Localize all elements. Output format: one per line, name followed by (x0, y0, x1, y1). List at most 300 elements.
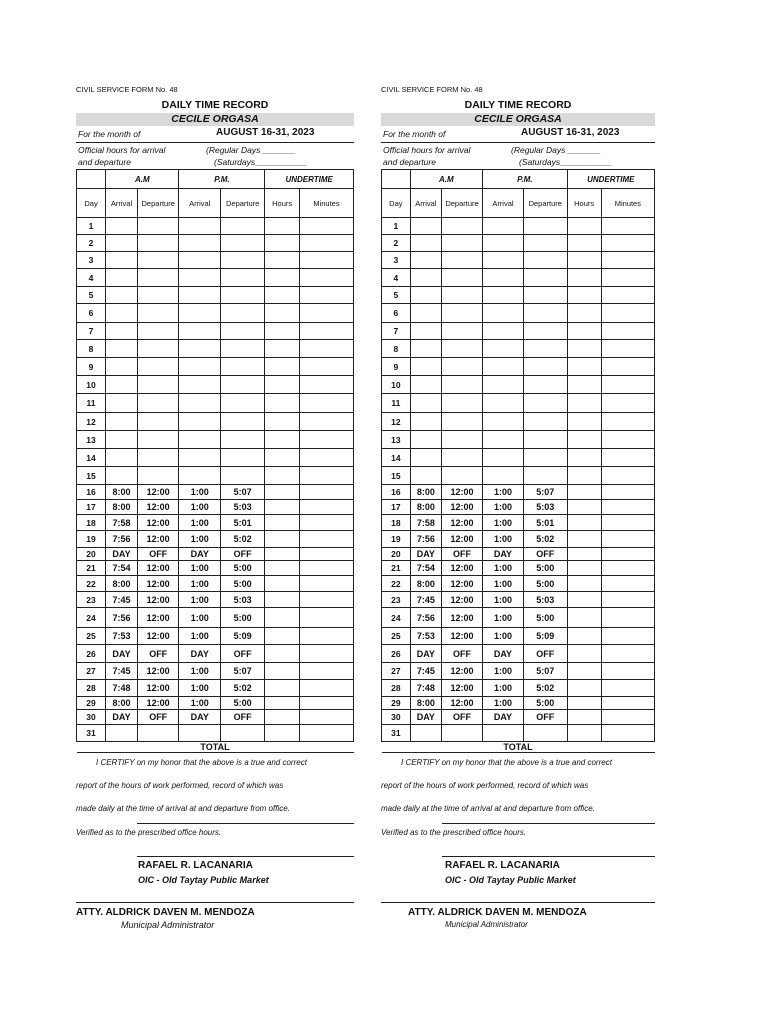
undertime-hours-cell (567, 252, 601, 269)
am-arrival-cell: 7:56 (106, 531, 138, 548)
undertime-hours-cell (265, 608, 300, 628)
am-arrival-cell (410, 235, 441, 252)
table-row (77, 576, 354, 592)
certification-text (76, 751, 354, 820)
pm-arrival-cell: 1:00 (482, 608, 523, 628)
table-row (382, 663, 655, 680)
am-departure-cell: 12:00 (137, 485, 179, 500)
table-row (382, 645, 655, 663)
am-arrival-cell: 7:56 (106, 608, 138, 628)
day-cell: 28 (77, 680, 106, 697)
day-cell: 9 (77, 358, 106, 376)
am-departure-cell (442, 413, 483, 431)
am-arrival-cell: 7:53 (106, 628, 138, 645)
am-arrival-cell (410, 340, 441, 358)
table-row (382, 431, 655, 449)
am-arrival-cell: 7:48 (106, 680, 138, 697)
undertime-hours-cell (567, 431, 601, 449)
undertime-minutes-cell (299, 576, 353, 592)
table-row (382, 358, 655, 376)
day-cell: 8 (382, 340, 411, 358)
day-cell: 1 (77, 218, 106, 235)
am-departure-cell: 12:00 (442, 628, 483, 645)
undertime-minutes-cell (601, 592, 654, 608)
undertime-minutes-cell (299, 628, 353, 645)
pm-arrival-cell (179, 252, 221, 269)
undertime-hours-cell (265, 592, 300, 608)
table-row (382, 608, 655, 628)
signature-line-supervisor (442, 856, 655, 857)
day-cell: 2 (77, 235, 106, 252)
verified-text: Verified as to the prescribed office hours. (381, 828, 527, 837)
undertime-minutes-cell (299, 376, 353, 394)
table-row (77, 394, 354, 413)
undertime-minutes-cell (299, 340, 353, 358)
am-departure-cell (137, 304, 179, 323)
col-day: Day (382, 189, 411, 218)
am-departure-cell: 12:00 (442, 576, 483, 592)
table-row (382, 548, 655, 561)
pm-arrival-cell (482, 323, 523, 340)
am-departure-cell (442, 394, 483, 413)
am-departure-cell: OFF (442, 645, 483, 663)
am-departure-cell: 12:00 (442, 680, 483, 697)
pm-arrival-cell (482, 413, 523, 431)
pm-arrival-cell (482, 449, 523, 467)
pm-arrival-cell (179, 235, 221, 252)
pm-arrival-cell: 1:00 (482, 628, 523, 645)
pm-arrival-cell (179, 304, 221, 323)
pm-arrival-cell: DAY (179, 645, 221, 663)
undertime-hours-cell (265, 628, 300, 645)
day-cell: 19 (382, 531, 411, 548)
day-cell: 7 (77, 323, 106, 340)
pm-departure-cell: 5:07 (523, 485, 567, 500)
pm-arrival-cell: 1:00 (482, 576, 523, 592)
undertime-hours-cell (265, 561, 300, 576)
certification-line: made daily at the time of arrival at and departure from office. (76, 804, 290, 813)
pm-departure-cell (523, 358, 567, 376)
dtr-form-left (76, 84, 354, 930)
day-cell: 31 (382, 725, 411, 742)
undertime-hours-cell (567, 323, 601, 340)
undertime-minutes-cell (601, 500, 654, 515)
table-row (77, 663, 354, 680)
pm-arrival-cell: 1:00 (482, 531, 523, 548)
undertime-hours-cell (567, 663, 601, 680)
undertime-minutes-cell (299, 592, 353, 608)
undertime-minutes-cell (299, 269, 353, 287)
am-arrival-cell (106, 431, 138, 449)
pm-departure-cell (221, 431, 265, 449)
undertime-hours-cell (567, 218, 601, 235)
table-row (382, 561, 655, 576)
day-cell: 4 (77, 269, 106, 287)
pm-arrival-cell: 1:00 (179, 531, 221, 548)
table-row (77, 376, 354, 394)
undertime-hours-cell (265, 548, 300, 561)
am-arrival-cell: 8:00 (410, 500, 441, 515)
table-row (77, 592, 354, 608)
pm-departure-cell: 5:02 (523, 531, 567, 548)
am-departure-cell (442, 467, 483, 485)
pm-departure-cell: 5:09 (523, 628, 567, 645)
pm-arrival-cell: DAY (482, 645, 523, 663)
undertime-hours-cell (265, 467, 300, 485)
table-row (77, 548, 354, 561)
official-hours-label: Official hours for arrival (78, 145, 166, 155)
table-row (77, 358, 354, 376)
pm-departure-cell (523, 431, 567, 449)
pm-departure-cell (523, 287, 567, 304)
day-cell: 13 (77, 431, 106, 449)
undertime-hours-cell (265, 376, 300, 394)
pm-arrival-cell: 1:00 (179, 561, 221, 576)
day-cell: 26 (382, 645, 411, 663)
day-cell: 8 (77, 340, 106, 358)
header-pm: P.M. (482, 170, 567, 189)
am-arrival-cell: 8:00 (106, 697, 138, 710)
pm-arrival-cell: 1:00 (179, 680, 221, 697)
form-number: CIVIL SERVICE FORM No. 48 (381, 85, 483, 94)
admin-name: ATTY. ALDRICK DAVEN M. MENDOZA (76, 907, 255, 918)
table-row (382, 592, 655, 608)
am-departure-cell (137, 323, 179, 340)
table-row (77, 531, 354, 548)
col-am-arrival: Arrival (410, 189, 441, 218)
undertime-hours-cell (567, 576, 601, 592)
am-departure-cell (442, 725, 483, 742)
table-row (382, 287, 655, 304)
pm-departure-cell (221, 269, 265, 287)
day-cell: 12 (77, 413, 106, 431)
pm-arrival-cell (482, 304, 523, 323)
pm-arrival-cell (179, 269, 221, 287)
regular-days-label: (Regular Days _______ (206, 145, 296, 155)
table-row (77, 515, 354, 531)
pm-departure-cell (523, 449, 567, 467)
table-row (382, 531, 655, 548)
table-row (382, 725, 655, 742)
am-arrival-cell: 7:53 (410, 628, 441, 645)
saturdays-label: (Saturdays___________ (519, 157, 613, 167)
regular-days-label: (Regular Days _______ (511, 145, 601, 155)
pm-arrival-cell (482, 467, 523, 485)
undertime-minutes-cell (299, 531, 353, 548)
pm-departure-cell (221, 376, 265, 394)
undertime-minutes-cell (601, 449, 654, 467)
pm-arrival-cell: 1:00 (482, 561, 523, 576)
am-arrival-cell: 7:54 (106, 561, 138, 576)
undertime-hours-cell (265, 663, 300, 680)
undertime-hours-cell (567, 500, 601, 515)
undertime-hours-cell (567, 645, 601, 663)
official-hours-row (76, 143, 354, 169)
undertime-hours-cell (265, 287, 300, 304)
month-row (76, 126, 354, 143)
undertime-minutes-cell (601, 376, 654, 394)
pm-arrival-cell: 1:00 (482, 485, 523, 500)
undertime-hours-cell (265, 340, 300, 358)
undertime-hours-cell (567, 680, 601, 697)
signature-line-employee (442, 823, 655, 824)
am-arrival-cell (106, 725, 138, 742)
am-departure-cell: 12:00 (137, 628, 179, 645)
day-cell: 24 (382, 608, 411, 628)
pm-arrival-cell (482, 252, 523, 269)
pm-departure-cell (523, 323, 567, 340)
admin-title: Municipal Administrator (445, 920, 528, 929)
undertime-hours-cell (265, 680, 300, 697)
day-cell: 18 (77, 515, 106, 531)
undertime-hours-cell (265, 725, 300, 742)
pm-arrival-cell (482, 431, 523, 449)
undertime-hours-cell (567, 358, 601, 376)
day-cell: 17 (382, 500, 411, 515)
table-row (77, 500, 354, 515)
official-hours-label-2: and departure (383, 157, 436, 167)
pm-arrival-cell (179, 449, 221, 467)
table-row (382, 340, 655, 358)
am-departure-cell (442, 449, 483, 467)
am-departure-cell: 12:00 (137, 576, 179, 592)
pm-departure-cell (221, 340, 265, 358)
am-departure-cell: 12:00 (137, 663, 179, 680)
pm-departure-cell (221, 235, 265, 252)
am-departure-cell: 12:00 (442, 663, 483, 680)
table-row (77, 413, 354, 431)
signature-line-admin (381, 902, 655, 903)
pm-arrival-cell (179, 287, 221, 304)
pm-arrival-cell (482, 269, 523, 287)
pm-arrival-cell: 1:00 (179, 515, 221, 531)
day-cell: 17 (77, 500, 106, 515)
undertime-minutes-cell (299, 449, 353, 467)
day-cell: 21 (382, 561, 411, 576)
day-cell: 13 (382, 431, 411, 449)
undertime-minutes-cell (299, 663, 353, 680)
day-cell: 14 (382, 449, 411, 467)
day-cell: 22 (77, 576, 106, 592)
undertime-minutes-cell (299, 500, 353, 515)
col-pm-arrival: Arrival (482, 189, 523, 218)
month-label: For the month of (78, 129, 141, 139)
table-row (77, 218, 354, 235)
pm-departure-cell: OFF (221, 710, 265, 725)
signature-line-admin (76, 902, 354, 903)
undertime-minutes-cell (299, 608, 353, 628)
undertime-minutes-cell (299, 218, 353, 235)
table-row (382, 680, 655, 697)
form-title: DAILY TIME RECORD (464, 99, 572, 111)
undertime-minutes-cell (601, 358, 654, 376)
pm-departure-cell (221, 323, 265, 340)
col-minutes: Minutes (299, 189, 353, 218)
undertime-minutes-cell (601, 467, 654, 485)
col-pm-departure: Departure (523, 189, 567, 218)
am-arrival-cell (410, 376, 441, 394)
time-record-table (381, 169, 655, 753)
undertime-minutes-cell (299, 413, 353, 431)
undertime-hours-cell (567, 304, 601, 323)
table-row (77, 252, 354, 269)
day-cell: 10 (77, 376, 106, 394)
pm-departure-cell (221, 304, 265, 323)
table-row (382, 500, 655, 515)
pm-departure-cell: 5:00 (221, 608, 265, 628)
pm-arrival-cell: 1:00 (179, 592, 221, 608)
undertime-hours-cell (265, 394, 300, 413)
undertime-hours-cell (567, 235, 601, 252)
undertime-hours-cell (265, 576, 300, 592)
table-row (77, 608, 354, 628)
am-arrival-cell (106, 269, 138, 287)
undertime-minutes-cell (601, 576, 654, 592)
undertime-hours-cell (567, 531, 601, 548)
pm-departure-cell (221, 358, 265, 376)
total-label: TOTAL (77, 742, 354, 753)
am-arrival-cell: 7:48 (410, 680, 441, 697)
am-arrival-cell (410, 394, 441, 413)
undertime-hours-cell (567, 485, 601, 500)
signature-line-supervisor (137, 856, 354, 857)
day-cell: 25 (77, 628, 106, 645)
pm-departure-cell: 5:02 (523, 680, 567, 697)
col-day: Day (77, 189, 106, 218)
undertime-hours-cell (567, 710, 601, 725)
table-row (77, 561, 354, 576)
pm-arrival-cell: 1:00 (179, 608, 221, 628)
undertime-minutes-cell (601, 394, 654, 413)
pm-arrival-cell (482, 218, 523, 235)
undertime-hours-cell (265, 252, 300, 269)
table-row (77, 431, 354, 449)
pm-departure-cell (523, 394, 567, 413)
am-departure-cell: 12:00 (137, 592, 179, 608)
day-cell: 16 (382, 485, 411, 500)
col-pm-departure: Departure (221, 189, 265, 218)
table-row (382, 485, 655, 500)
pm-arrival-cell (179, 413, 221, 431)
am-departure-cell (137, 449, 179, 467)
undertime-hours-cell (265, 235, 300, 252)
undertime-minutes-cell (601, 645, 654, 663)
pm-departure-cell (221, 218, 265, 235)
am-departure-cell: 12:00 (137, 531, 179, 548)
undertime-hours-cell (265, 358, 300, 376)
table-row (77, 323, 354, 340)
certification-text (381, 751, 655, 820)
day-cell: 29 (77, 697, 106, 710)
am-departure-cell (442, 376, 483, 394)
table-row (77, 645, 354, 663)
undertime-minutes-cell (601, 663, 654, 680)
pm-departure-cell: 5:00 (523, 608, 567, 628)
undertime-minutes-cell (601, 485, 654, 500)
am-departure-cell (137, 235, 179, 252)
col-minutes: Minutes (601, 189, 654, 218)
col-hours: Hours (265, 189, 300, 218)
undertime-hours-cell (265, 697, 300, 710)
supervisor-name: RAFAEL R. LACANARIA (138, 860, 253, 871)
pm-departure-cell (523, 467, 567, 485)
pm-departure-cell (221, 725, 265, 742)
table-row (77, 725, 354, 742)
undertime-hours-cell (567, 628, 601, 645)
day-cell: 28 (382, 680, 411, 697)
undertime-minutes-cell (601, 235, 654, 252)
undertime-minutes-cell (601, 561, 654, 576)
pm-arrival-cell: DAY (179, 548, 221, 561)
pm-departure-cell: 5:09 (221, 628, 265, 645)
am-arrival-cell (106, 287, 138, 304)
am-arrival-cell (410, 413, 441, 431)
undertime-minutes-cell (601, 608, 654, 628)
pm-departure-cell: 5:01 (523, 515, 567, 531)
pm-departure-cell (523, 235, 567, 252)
am-departure-cell (442, 218, 483, 235)
day-cell: 9 (382, 358, 411, 376)
pm-arrival-cell: DAY (482, 548, 523, 561)
undertime-hours-cell (567, 449, 601, 467)
table-row (382, 323, 655, 340)
undertime-minutes-cell (601, 431, 654, 449)
pm-arrival-cell (482, 358, 523, 376)
am-arrival-cell: DAY (106, 548, 138, 561)
table-row (382, 515, 655, 531)
total-label: TOTAL (382, 742, 655, 753)
am-departure-cell (442, 269, 483, 287)
undertime-hours-cell (567, 340, 601, 358)
day-cell: 30 (382, 710, 411, 725)
undertime-hours-cell (567, 467, 601, 485)
am-arrival-cell (106, 413, 138, 431)
am-departure-cell (442, 358, 483, 376)
table-row (77, 467, 354, 485)
day-cell: 12 (382, 413, 411, 431)
table-row (382, 413, 655, 431)
am-departure-cell: 12:00 (137, 680, 179, 697)
pm-arrival-cell: 1:00 (482, 680, 523, 697)
undertime-minutes-cell (601, 680, 654, 697)
undertime-minutes-cell (299, 645, 353, 663)
table-row (77, 449, 354, 467)
am-departure-cell (442, 340, 483, 358)
undertime-minutes-cell (299, 287, 353, 304)
table-row (77, 235, 354, 252)
am-arrival-cell (106, 252, 138, 269)
am-arrival-cell: 8:00 (106, 485, 138, 500)
undertime-minutes-cell (299, 431, 353, 449)
table-row (382, 376, 655, 394)
undertime-hours-cell (265, 531, 300, 548)
pm-arrival-cell: 1:00 (179, 697, 221, 710)
header-undertime: UNDERTIME (567, 170, 654, 189)
pm-arrival-cell (179, 376, 221, 394)
day-cell: 16 (77, 485, 106, 500)
header-pm: P.M. (179, 170, 265, 189)
day-cell: 22 (382, 576, 411, 592)
pm-departure-cell: 5:00 (221, 561, 265, 576)
am-departure-cell (442, 323, 483, 340)
undertime-minutes-cell (601, 531, 654, 548)
pm-departure-cell: 5:07 (221, 485, 265, 500)
table-row (382, 697, 655, 710)
undertime-hours-cell (265, 515, 300, 531)
pm-departure-cell (221, 467, 265, 485)
table-row (77, 697, 354, 710)
am-departure-cell (442, 287, 483, 304)
